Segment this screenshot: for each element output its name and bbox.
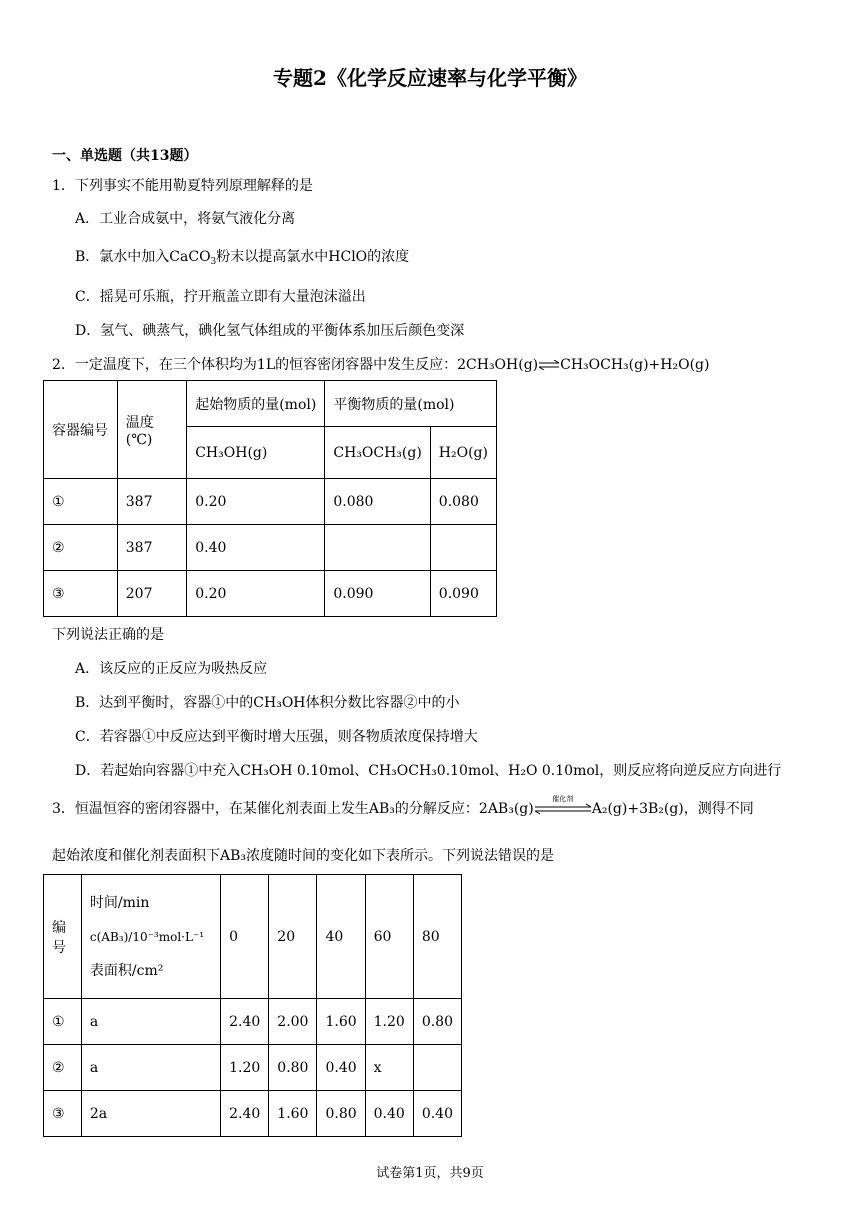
- section-heading: 一、单选题（共13题）: [52, 148, 198, 164]
- table-cell: 0.80: [413, 999, 461, 1045]
- table-cell: 0.40: [187, 525, 325, 571]
- table-cell: ②: [44, 1045, 82, 1091]
- q3-th-time-40: 40: [317, 875, 365, 999]
- q1-option-b-formula: CaCO: [169, 249, 211, 265]
- table-row: [44, 525, 497, 571]
- table-cell: 0.40: [413, 1091, 461, 1137]
- q2-th-ch3oh: CH₃OH(g): [187, 427, 325, 479]
- table-cell: 0.20: [187, 479, 325, 525]
- page-footer: 试卷第1页，共9页: [376, 1166, 484, 1181]
- q3-stem: [52, 795, 754, 818]
- table-cell: 0.80: [317, 1091, 365, 1137]
- q3-th-time-60: 60: [365, 875, 413, 999]
- table-cell: ③: [44, 1091, 82, 1137]
- q1-option-b-sub: 3: [210, 257, 217, 267]
- table-cell: 0.080: [430, 479, 496, 525]
- q1-option-b: [75, 246, 409, 267]
- q3-th-id: 编号: [44, 875, 82, 999]
- q3-stem-eq-tail: A₂(g)+3B₂(g)，测得不同: [591, 801, 754, 817]
- q1-option-d: D．氢气、碘蒸气，碘化氢气体组成的平衡体系加压后颜色变深: [75, 323, 465, 339]
- q3-stem-line2: 起始浓度和催化剂表面积下AB₃浓度随时间的变化如下表所示。下列说法错误的是: [52, 848, 555, 864]
- table-cell: 2.00: [269, 999, 317, 1045]
- reversible-arrow-icon: [534, 802, 592, 816]
- q3-stem-text: 3．恒温恒容的密闭容器中，在某催化剂表面上发生AB₃的分解反应：2AB₃(g): [52, 801, 534, 817]
- q2-prompt: 下列说法正确的是: [52, 627, 164, 643]
- table-cell: 0.080: [325, 479, 430, 525]
- q3-th-header: [81, 875, 220, 999]
- q3-th-time: 时间/min: [89, 894, 150, 911]
- table-cell: a: [81, 999, 220, 1045]
- q2-table: [43, 380, 497, 617]
- table-cell: 1.20: [221, 1045, 269, 1091]
- q2-stem: [52, 354, 709, 374]
- table-cell: 1.60: [317, 999, 365, 1045]
- table-cell: 387: [117, 479, 186, 525]
- q3-th-conc: c(AB₃)/10⁻³mol·L⁻¹: [89, 929, 205, 944]
- table-cell: 1.60: [269, 1091, 317, 1137]
- q2-stem-text: 2．一定温度下，在三个体积均为1L的恒容密闭容器中发生反应：2CH₃OH(g): [52, 357, 539, 373]
- q2-th-temp: 温度(℃): [117, 381, 186, 479]
- reversible-arrow-icon: [538, 360, 560, 370]
- q2-stem-tail: CH₃OCH₃(g)+H₂O(g): [560, 357, 710, 373]
- table-row: [44, 1091, 462, 1137]
- table-row: [44, 999, 462, 1045]
- table-cell: 0.090: [325, 571, 430, 617]
- q1-option-c: C．摇晃可乐瓶，拧开瓶盖立即有大量泡沫溢出: [75, 289, 366, 305]
- table-cell: 1.20: [365, 999, 413, 1045]
- table-cell: 0.40: [365, 1091, 413, 1137]
- table-cell: ①: [44, 479, 118, 525]
- table-cell: 2.40: [221, 999, 269, 1045]
- q2-th-start: 起始物质的量(mol): [187, 381, 325, 427]
- table-row: [44, 571, 497, 617]
- q3-table: [43, 874, 462, 1137]
- table-cell: [325, 525, 430, 571]
- table-cell: 0.090: [430, 571, 496, 617]
- q2-th-container: 容器编号: [44, 381, 118, 479]
- table-cell: ③: [44, 571, 118, 617]
- q2-th-eq: 平衡物质的量(mol): [325, 381, 497, 427]
- q2-th-ch3och3: CH₃OCH₃(g): [325, 427, 430, 479]
- table-cell: ②: [44, 525, 118, 571]
- q3-th-time-0: 0: [221, 875, 269, 999]
- table-cell: 0.80: [269, 1045, 317, 1091]
- table-cell: 207: [117, 571, 186, 617]
- q3-th-area: 表面积/cm²: [89, 962, 164, 979]
- table-cell: [413, 1045, 461, 1091]
- q1-option-b-pre: B．氯水中加入: [75, 249, 170, 265]
- table-cell: ①: [44, 999, 82, 1045]
- table-row: [44, 479, 497, 525]
- q2-option-a: A．该反应的正反应为吸热反应: [75, 661, 268, 677]
- page-title: 专题2《化学反应速率与化学平衡》: [273, 66, 587, 90]
- table-cell: [430, 525, 496, 571]
- q2-option-d: D．若起始向容器①中充入CH₃OH 0.10mol、CH₃OCH₃0.10mol、H₂O 0.10mol，则反应将向逆反应方向进行: [75, 763, 782, 779]
- q2-th-h2o: H₂O(g): [430, 427, 496, 479]
- q2-option-c: C．若容器①中反应达到平衡时增大压强，则各物质浓度保持增大: [75, 729, 478, 745]
- table-cell: x: [365, 1045, 413, 1091]
- catalyst-arrow: [534, 795, 592, 816]
- q2-option-b: B．达到平衡时，容器①中的CH₃OH体积分数比容器②中的小: [75, 695, 460, 711]
- q3-th-time-80: 80: [413, 875, 461, 999]
- q1-option-b-post: 粉末以提高氯水中HClO的浓度: [216, 249, 410, 265]
- q3-th-time-20: 20: [269, 875, 317, 999]
- table-cell: 0.20: [187, 571, 325, 617]
- q1-option-a: A．工业合成氨中，将氨气液化分离: [75, 211, 296, 227]
- catalyst-label: 催化剂: [552, 795, 574, 803]
- table-cell: 2.40: [221, 1091, 269, 1137]
- table-cell: 0.40: [317, 1045, 365, 1091]
- table-cell: 2a: [81, 1091, 220, 1137]
- table-row: [44, 1045, 462, 1091]
- table-cell: a: [81, 1045, 220, 1091]
- table-cell: 387: [117, 525, 186, 571]
- q1-stem: 1．下列事实不能用勒夏特列原理解释的是: [52, 178, 313, 194]
